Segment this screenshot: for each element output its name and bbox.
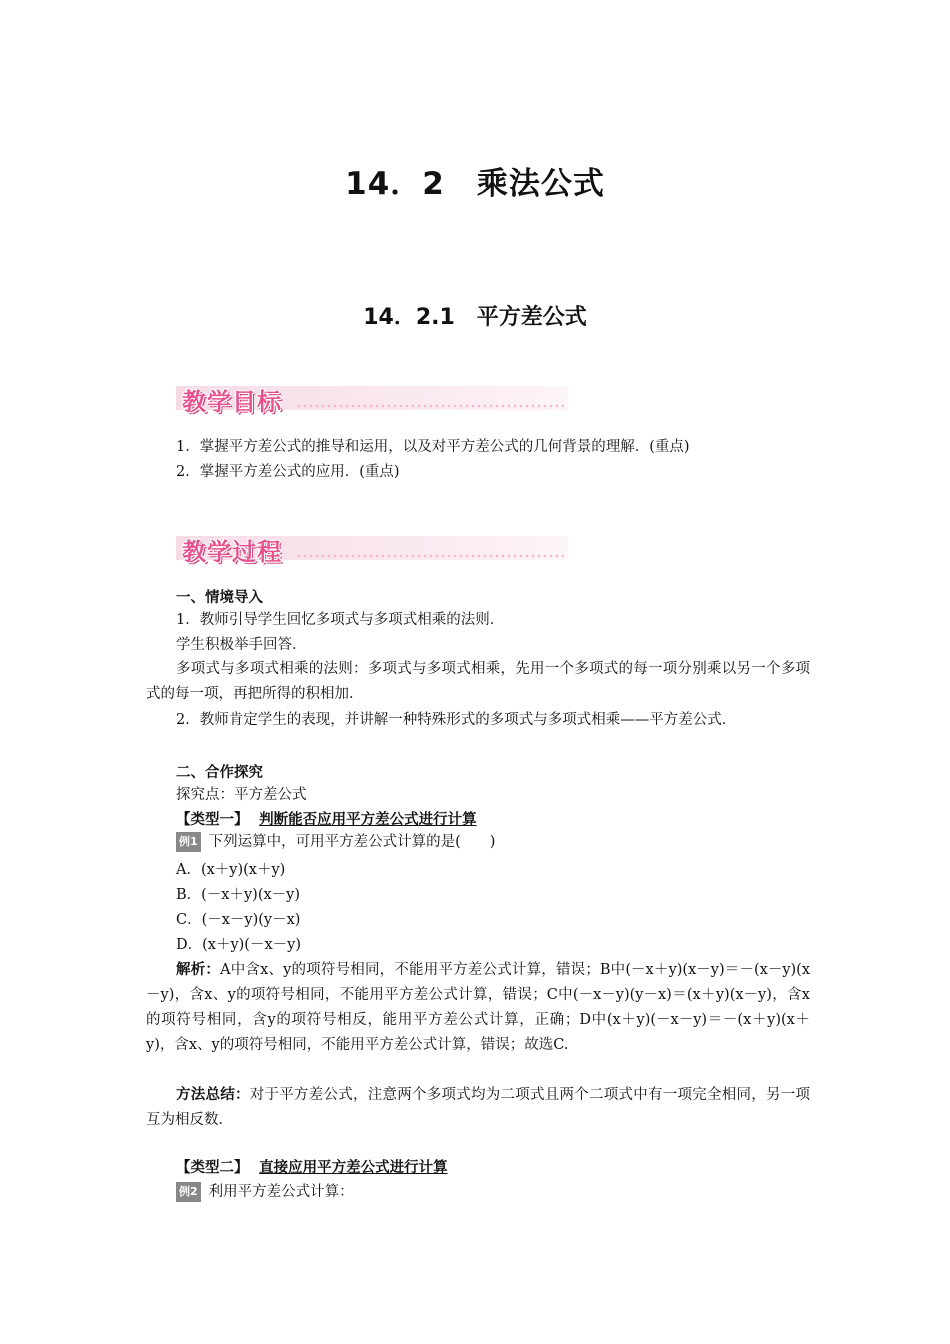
example1-badge: 例1 xyxy=(176,832,201,852)
example1 xyxy=(176,832,495,852)
example1-text: 下列运算中，可用平方差公式计算的是( ) xyxy=(208,834,496,850)
option-a: A．(x＋y)(x＋y) xyxy=(176,862,286,878)
type2-title: 直接应用平方差公式进行计算 xyxy=(259,1159,448,1176)
type2-tag: 【类型二】 xyxy=(176,1159,249,1176)
option-c: C．(－x－y)(y－x) xyxy=(176,912,301,928)
explore-point: 探究点：平方差公式 xyxy=(176,787,307,803)
section1-answer: 学生积极举手回答． xyxy=(176,637,307,653)
type1-tag: 【类型一】 xyxy=(176,811,249,828)
section2-heading: 二、合作探究 xyxy=(176,765,263,781)
example2 xyxy=(176,1182,354,1202)
analysis-text: A中含x、y的项符号相同，不能用平方差公式计算，错误；B中(－x＋y)(x－y)＝－(x－y)(x－y)，含x、y的项符号相同，不能用平方差公式计算，错误；C中(－x－y)(y－x)＝(x＋y)(x－y)，含x的项符号相同，含y的项符号相反，能用平方差公式计算，正确；D中(x＋y)(－x－y)＝－(x＋y)(x＋y)，含x、y的项符号相同，不能用平方差公式计算，错误；故选C. xyxy=(146,962,810,1053)
page-title: 14．2 乘法公式 xyxy=(345,166,605,202)
section1-item2: 2．教师肯定学生的表现，并讲解一种特殊形式的多项式与多项式相乘——平方差公式． xyxy=(176,712,737,728)
analysis xyxy=(146,957,810,1058)
process-banner xyxy=(176,532,568,566)
section1-heading: 一、情境导入 xyxy=(176,590,263,606)
type1-line xyxy=(176,810,477,830)
process-banner-label: 教学过程 xyxy=(182,538,282,566)
section1-item1: 1．教师引导学生回忆多项式与多项式相乘的法则． xyxy=(176,612,505,628)
option-d: D．(x＋y)(－x－y) xyxy=(176,937,301,953)
goals-banner-label: 教学目标 xyxy=(182,388,282,416)
option-b: B．(－x＋y)(x－y) xyxy=(176,887,301,903)
method-label: 方法总结： xyxy=(176,1086,250,1103)
goal-item: 2．掌握平方差公式的应用．(重点) xyxy=(176,464,400,480)
goal-item: 1．掌握平方差公式的推导和运用，以及对平方差公式的几何背景的理解．(重点) xyxy=(176,439,690,455)
type1-title: 判断能否应用平方差公式进行计算 xyxy=(259,811,477,828)
method-summary xyxy=(146,1082,810,1133)
section1-rule: 多项式与多项式相乘的法则：多项式与多项式相乘，先用一个多项式的每一项分别乘以另一个多项式的每一项，再把所得的积相加． xyxy=(146,661,810,702)
goals-banner xyxy=(176,382,568,416)
type2-line xyxy=(176,1158,448,1178)
example2-badge: 例2 xyxy=(176,1182,201,1202)
method-text: 对于平方差公式，注意两个多项式均为二项式且两个二项式中有一项完全相同，另一项互为相反数． xyxy=(146,1087,810,1128)
example2-text: 利用平方差公式计算： xyxy=(208,1184,354,1200)
section-title: 14．2.1 平方差公式 xyxy=(363,305,587,330)
analysis-label: 解析： xyxy=(176,961,221,978)
